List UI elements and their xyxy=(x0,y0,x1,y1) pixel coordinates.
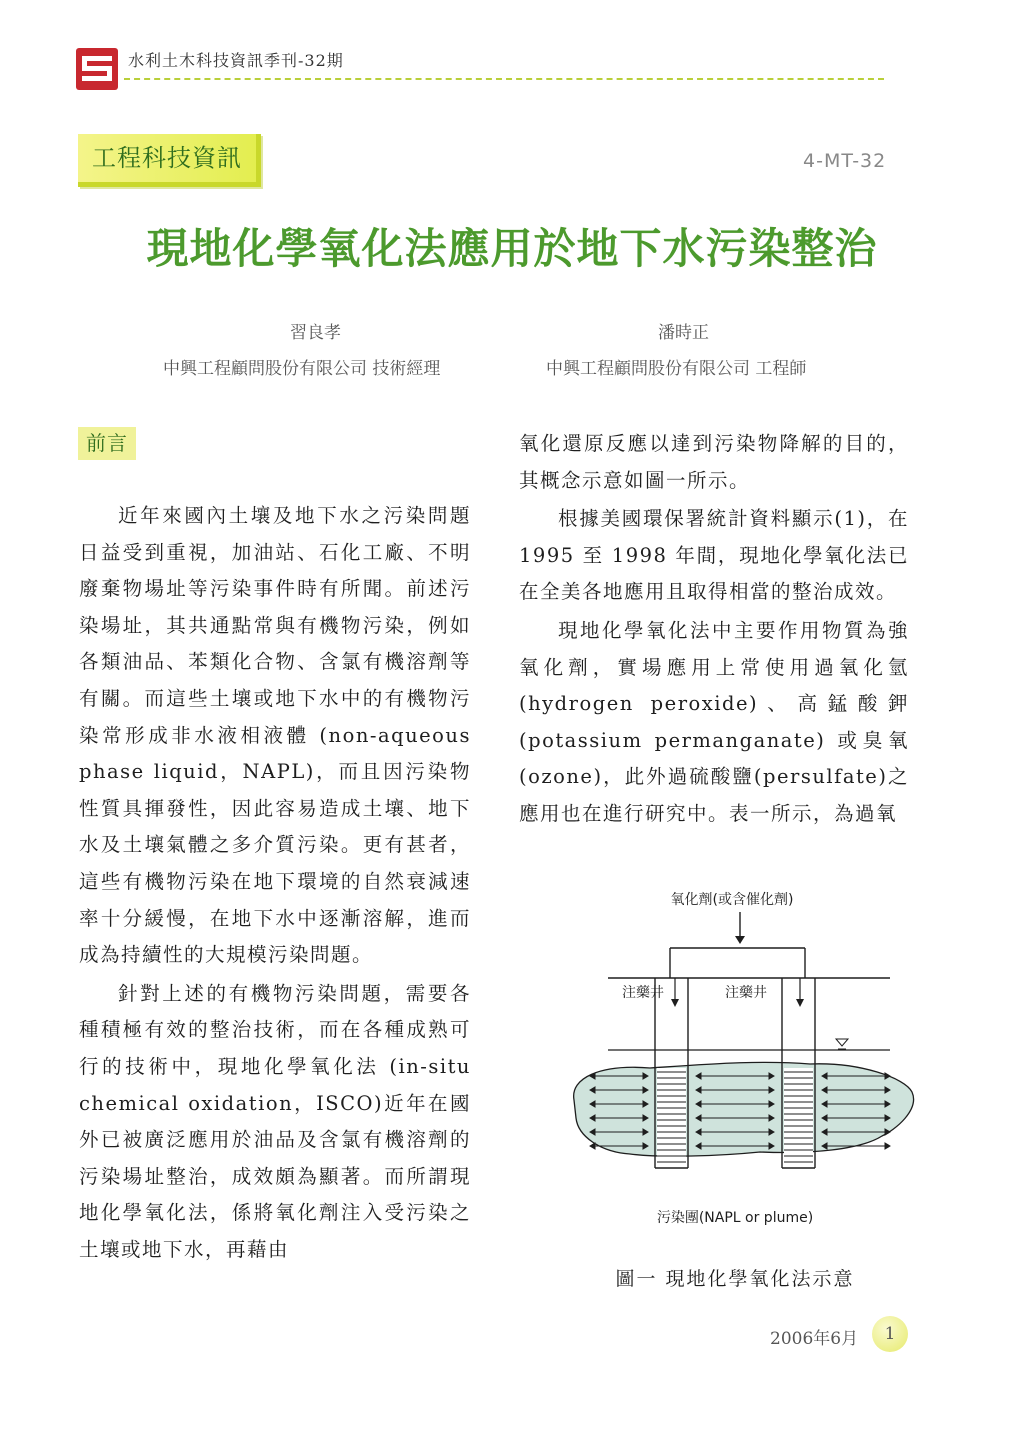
water-table-symbol xyxy=(836,1039,848,1046)
feed-arrowhead xyxy=(735,936,745,944)
injection-arrow xyxy=(671,999,679,1007)
dispersion-arrowhead xyxy=(885,1143,890,1149)
header-divider xyxy=(124,78,884,80)
category-badge: 工程科技資訊 xyxy=(78,134,261,187)
document-code: 4-MT-32 xyxy=(803,150,887,172)
injection-well-right xyxy=(782,978,815,1168)
paragraph: 氧化還原反應以達到污染物降解的目的，其概念示意如圖一所示。 xyxy=(519,432,909,492)
issue-date: 2006年6月 xyxy=(770,1329,859,1349)
paragraph: 針對上述的有機物污染問題，需要各種積極有效的整治技術，而在各種成熟可行的技術中，現地化學氧化法 (in-situ chemical oxidation，ISCO)近年在國外已被廣泛應用於油品及含氯有機溶劑的污染場址整治，成效頗為顯著。而所謂現地化學氧化法，係將氧化劑注入受污染之土壤或地下水，再藉由 xyxy=(79,981,471,1261)
author-1-name: 習良孝 xyxy=(290,323,341,343)
author-2-affiliation: 中興工程顧問股份有限公司 工程師 xyxy=(546,359,807,379)
journal-logo xyxy=(76,48,118,90)
injection-well-left xyxy=(655,978,688,1168)
right-column xyxy=(519,426,909,833)
isco-diagram xyxy=(560,878,940,1238)
author-1-affiliation: 中興工程顧問股份有限公司 技術經理 xyxy=(163,359,441,379)
journal-title: 水利土木科技資訊季刊-32期 xyxy=(128,51,344,70)
injection-arrow xyxy=(796,999,804,1007)
article-title: 現地化學氧化法應用於地下水污染整治 xyxy=(146,224,878,273)
author-2-name: 潘時正 xyxy=(658,323,709,343)
paragraph: 根據美國環保署統計資料顯示(1)，在 1995 至 1998 年間，現地化學氧化法已在全美各地應用且取得相當的整治成效。 xyxy=(519,507,909,604)
figure-caption: 圖一 現地化學氧化法示意 xyxy=(615,1268,855,1290)
paragraph: 現地化學氧化法中主要作用物質為強氧化劑，實場應用上常使用過氧化氫 (hydrogen peroxide)、高錳酸鉀 (potassium permanganate) 或臭氧 (ozone)，此外過硫酸鹽(persulfate)之應用也在進行研究中。表一所示，為過氧 xyxy=(519,618,909,825)
paragraph: 近年來國內土壤及地下水之污染問題日益受到重視，加油站、石化工廠、不明廢棄物場址等污染事件時有所聞。前述污染場址，其共通點常與有機物污染，例如各類油品、苯類化合物、含氯有機溶劑等有關。而這些土壤或地下水中的有機物污染常形成非水液相液體 (non-aqueous phase liquid，NAPL)，而且因污染物性質具揮發性，因此容易造成土壤、地下水及土壤氣體之多介質污染。更有甚者，這些有機物污染在地下環境的自然衰減速率十分緩慢，在地下水中逐漸溶解，進而成為持續性的大規模污染問題。 xyxy=(79,504,471,967)
oxidant-label: 氧化劑(或含催化劑) xyxy=(670,892,794,908)
page-number: 1 xyxy=(872,1316,908,1352)
well-label-left: 注藥井 xyxy=(622,985,664,1001)
well-label-right: 注藥井 xyxy=(725,985,767,1001)
section-heading: 前言 xyxy=(78,427,136,460)
left-column xyxy=(79,498,471,1268)
plume-label: 污染團(NAPL or plume) xyxy=(656,1210,814,1226)
dispersion-arrowhead xyxy=(590,1143,595,1149)
